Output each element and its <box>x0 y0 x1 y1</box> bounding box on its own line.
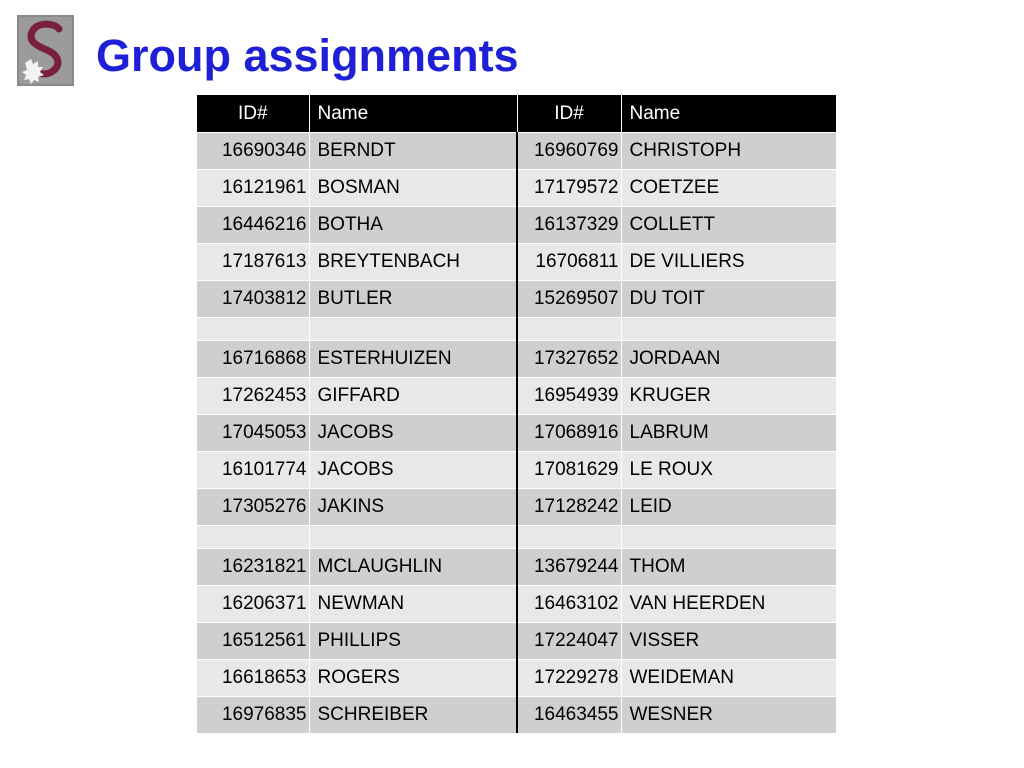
student-name-cell: KRUGER <box>621 378 836 415</box>
student-id-cell: 17187613 <box>197 244 309 281</box>
student-id-cell: 17224047 <box>517 623 621 660</box>
student-id-cell: 16960769 <box>517 133 621 170</box>
student-name-cell: BOTHA <box>309 207 517 244</box>
group-assignments-table <box>197 95 837 733</box>
student-name-cell: LE ROUX <box>621 452 836 489</box>
student-name-cell: JACOBS <box>309 415 517 452</box>
student-id-cell: 17068916 <box>517 415 621 452</box>
student-id-cell <box>197 526 309 549</box>
table-row <box>197 170 836 207</box>
student-name-cell: VISSER <box>621 623 836 660</box>
student-name-cell: COETZEE <box>621 170 836 207</box>
table-row <box>197 341 836 378</box>
student-id-cell: 17045053 <box>197 415 309 452</box>
student-id-cell: 16463455 <box>517 697 621 734</box>
student-id-cell: 17179572 <box>517 170 621 207</box>
student-id-cell: 16512561 <box>197 623 309 660</box>
student-name-cell: JACOBS <box>309 452 517 489</box>
student-id-cell: 16137329 <box>517 207 621 244</box>
student-name-cell: JORDAAN <box>621 341 836 378</box>
table-row <box>197 489 836 526</box>
student-id-cell: 16618653 <box>197 660 309 697</box>
student-name-cell: BUTLER <box>309 281 517 318</box>
student-name-cell: NEWMAN <box>309 586 517 623</box>
student-name-cell: PHILLIPS <box>309 623 517 660</box>
student-id-cell: 17305276 <box>197 489 309 526</box>
student-name-cell: CHRISTOPH <box>621 133 836 170</box>
student-id-cell: 17327652 <box>517 341 621 378</box>
student-name-cell <box>621 526 836 549</box>
student-id-cell: 17403812 <box>197 281 309 318</box>
student-name-cell: BREYTENBACH <box>309 244 517 281</box>
student-id-cell: 16463102 <box>517 586 621 623</box>
column-header-id: ID# <box>197 95 309 133</box>
student-name-cell <box>309 526 517 549</box>
student-id-cell: 17229278 <box>517 660 621 697</box>
student-id-cell: 17128242 <box>517 489 621 526</box>
column-header-id: ID# <box>517 95 621 133</box>
table-spacer-row <box>197 318 836 341</box>
table-row <box>197 452 836 489</box>
student-name-cell: JAKINS <box>309 489 517 526</box>
table-header-row <box>197 95 836 133</box>
table-body <box>197 133 836 734</box>
student-name-cell: LEID <box>621 489 836 526</box>
student-name-cell: VAN HEERDEN <box>621 586 836 623</box>
student-name-cell <box>309 318 517 341</box>
student-id-cell <box>517 318 621 341</box>
student-name-cell: DU TOIT <box>621 281 836 318</box>
page-title: Group assignments <box>96 30 519 81</box>
column-header-name: Name <box>309 95 517 133</box>
table-row <box>197 244 836 281</box>
table-row <box>197 207 836 244</box>
student-name-cell: ROGERS <box>309 660 517 697</box>
table-row <box>197 586 836 623</box>
student-id-cell: 17081629 <box>517 452 621 489</box>
table-row <box>197 697 836 734</box>
student-name-cell: LABRUM <box>621 415 836 452</box>
column-header-name: Name <box>621 95 836 133</box>
table-row <box>197 133 836 170</box>
table-row <box>197 281 836 318</box>
table-row <box>197 378 836 415</box>
student-name-cell: WESNER <box>621 697 836 734</box>
student-name-cell: SCHREIBER <box>309 697 517 734</box>
table-spacer-row <box>197 526 836 549</box>
table-row <box>197 549 836 586</box>
student-id-cell: 16716868 <box>197 341 309 378</box>
student-id-cell: 17262453 <box>197 378 309 415</box>
university-crest-icon <box>17 15 74 86</box>
student-name-cell: MCLAUGHLIN <box>309 549 517 586</box>
student-name-cell: GIFFARD <box>309 378 517 415</box>
student-id-cell: 16706811 <box>517 244 621 281</box>
student-name-cell: BERNDT <box>309 133 517 170</box>
student-name-cell: ESTERHUIZEN <box>309 341 517 378</box>
table-row <box>197 415 836 452</box>
student-id-cell: 13679244 <box>517 549 621 586</box>
student-name-cell: COLLETT <box>621 207 836 244</box>
student-name-cell: DE VILLIERS <box>621 244 836 281</box>
student-name-cell <box>621 318 836 341</box>
student-id-cell: 16101774 <box>197 452 309 489</box>
student-id-cell: 16446216 <box>197 207 309 244</box>
student-name-cell: WEIDEMAN <box>621 660 836 697</box>
student-name-cell: BOSMAN <box>309 170 517 207</box>
student-id-cell <box>197 318 309 341</box>
student-id-cell: 16690346 <box>197 133 309 170</box>
student-id-cell: 16976835 <box>197 697 309 734</box>
table-row <box>197 623 836 660</box>
student-id-cell: 16231821 <box>197 549 309 586</box>
student-id-cell: 16121961 <box>197 170 309 207</box>
table-row <box>197 660 836 697</box>
student-name-cell: THOM <box>621 549 836 586</box>
student-id-cell <box>517 526 621 549</box>
student-id-cell: 16954939 <box>517 378 621 415</box>
student-id-cell: 15269507 <box>517 281 621 318</box>
student-id-cell: 16206371 <box>197 586 309 623</box>
